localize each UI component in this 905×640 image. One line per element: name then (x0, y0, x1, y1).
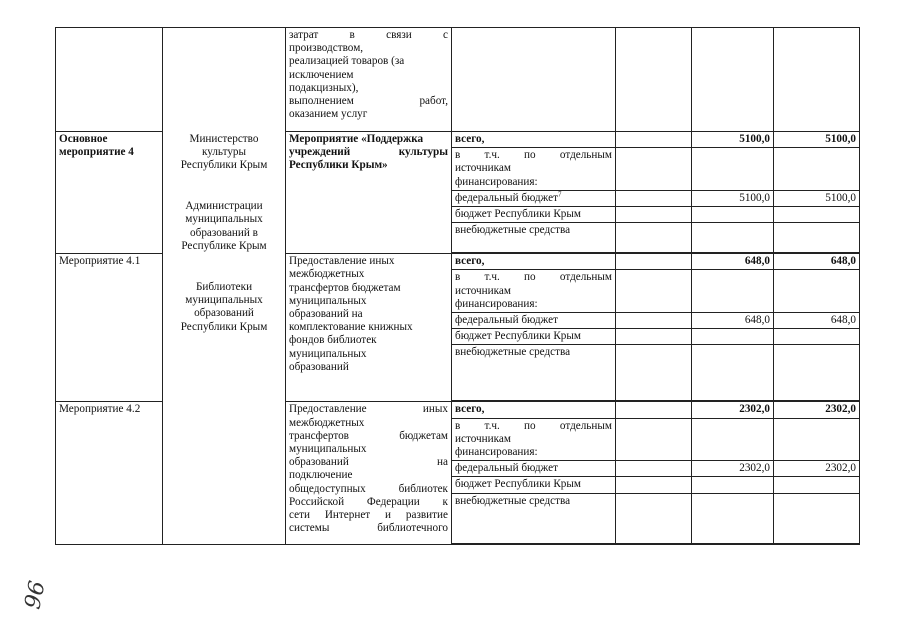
source-federal: федеральный бюджет (452, 313, 616, 329)
executors-cell: Министерство культуры Республики Крым Администрации муниципальных образований в Республике Крым Библиотеки муниципальных образований Республики Крым (163, 132, 286, 545)
page-number: 96 (20, 578, 51, 612)
value-total: 5100,0 (692, 132, 774, 148)
value-federal: 648,0 (774, 313, 860, 329)
value-federal: 5100,0 (692, 190, 774, 206)
source-incl: в т.ч. по отдельным источникам финансирования: (452, 418, 616, 461)
source-incl: в т.ч. по отдельным источникам финансирования: (452, 270, 616, 313)
source-rk: бюджет Республики Крым (452, 477, 616, 493)
table-row (56, 28, 860, 132)
source-incl: в т.ч. по отдельным источникам финансирования: (452, 148, 616, 191)
source-extra: внебюджетные средства (452, 223, 616, 253)
main-activity-4-label: Основное мероприятие 4 (56, 132, 163, 254)
source-rk: бюджет Республики Крым (452, 329, 616, 345)
source-total: всего, (452, 402, 616, 418)
activity-4-2-label: Мероприятие 4.2 (56, 402, 163, 544)
source-federal: федеральный бюджет (452, 461, 616, 477)
source-total: всего, (452, 132, 616, 148)
continued-text: затрат в связи с производством, реализацией товаров (за исключением подакцизных), выполнением работ, оказанием услуг (286, 28, 452, 132)
table-row (56, 132, 860, 148)
value-total: 648,0 (692, 254, 774, 270)
value-total: 2302,0 (692, 402, 774, 418)
value-total: 2302,0 (774, 402, 860, 418)
value-federal: 648,0 (692, 313, 774, 329)
value-total: 648,0 (774, 254, 860, 270)
source-federal: федеральный бюджет$^7$ (452, 190, 616, 206)
main-activity-4-title: Мероприятие «Поддержка учреждений культуры Республики Крым» (286, 132, 452, 254)
activity-4-2-title: Предоставление иных межбюджетных трансфертов бюджетам муниципальных образований на подключение общедоступных библиотек Российской Федерации к сети Интернет и развитие системы библиотечного (286, 402, 452, 544)
value-total: 5100,0 (774, 132, 860, 148)
source-extra: внебюджетные средства (452, 345, 616, 401)
activity-4-1-label: Мероприятие 4.1 (56, 254, 163, 402)
source-extra: внебюджетные средства (452, 493, 616, 543)
value-federal: 5100,0 (774, 190, 860, 206)
budget-table (55, 27, 860, 545)
activity-4-1-title: Предоставление иных межбюджетных трансфертов бюджетам муниципальных образований на комплектование книжных фондов библиотек муниципальных образований (286, 254, 452, 402)
value-federal: 2302,0 (774, 461, 860, 477)
source-total: всего, (452, 254, 616, 270)
value-federal: 2302,0 (692, 461, 774, 477)
source-rk: бюджет Республики Крым (452, 207, 616, 223)
